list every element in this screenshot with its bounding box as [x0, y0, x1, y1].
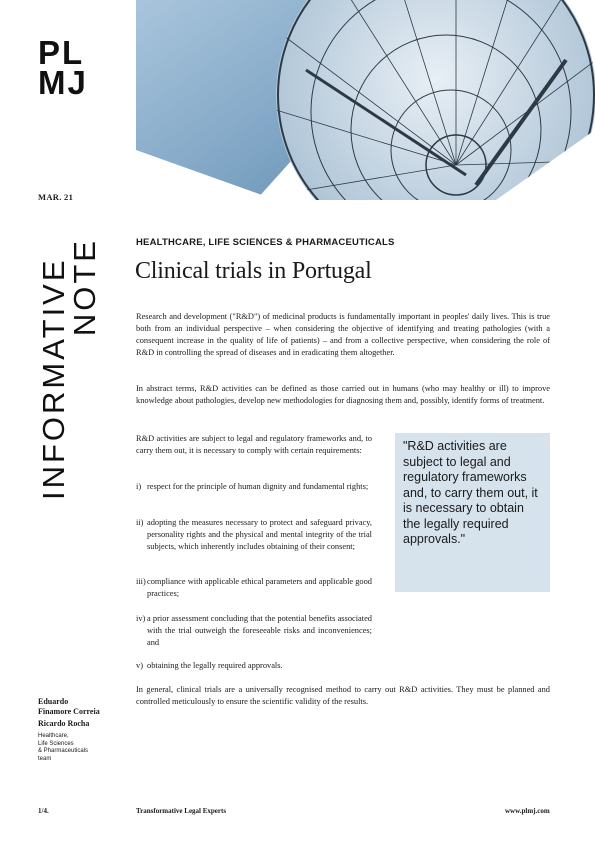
list-item-number: v) — [136, 661, 143, 670]
vertical-title-line-2: NOTE — [67, 238, 102, 337]
list-item-number: iv) — [136, 614, 146, 623]
issue-date: MAR. 21 — [38, 192, 74, 202]
list-item-number: i) — [136, 482, 142, 491]
vertical-title-line-1: INFORMATIVE — [36, 257, 71, 500]
author-name — [38, 697, 100, 717]
website-link[interactable]: www.plmj.com — [505, 807, 550, 815]
section-label: HEALTHCARE, LIFE SCIENCES & PHARMACEUTICALS — [136, 237, 395, 248]
team-label — [38, 733, 118, 763]
page-title: Clinical trials in Portugal — [135, 258, 372, 284]
team-line: Life Sciences — [38, 740, 74, 747]
logo-line-1: PL — [38, 34, 85, 71]
list-item-text: respect for the principle of human dignity and fundamental rights; — [147, 482, 369, 491]
intro-paragraph: Research and development ("R&D") of medicinal products is fundamentally important in peoples' daily lives. This is true both from an individual perspective – when considering the objective of identifying and treating pathologies (with a consequent increase in the quality of life of patients) – and from a collective perspective, when considering the role of R&D in controlling the spread of diseases and in eradicating them altogether. — [136, 312, 550, 357]
list-item-text: a prior assessment concluding that the potential benefits associated with the trial outweigh the foreseeable risks and inconveniences; and — [147, 614, 372, 647]
list-item — [136, 517, 372, 553]
list-item — [136, 613, 372, 649]
list-item-text: compliance with applicable ethical parameters and applicable good practices; — [147, 577, 372, 598]
team-line: & Pharmaceuticals — [38, 748, 89, 754]
list-item — [136, 576, 372, 600]
informative-note-title — [38, 238, 102, 500]
conclusion-paragraph: In general, clinical trials are a universally recognised method to carry out R&D activities. They must be planned and controlled meticulously to ensure the scientific validity of the results. — [136, 685, 550, 706]
list-item-text: adopting the measures necessary to protect and safeguard privacy, personality rights and the physical and mental integrity of the trial subjects, which inherently includes obtaining of their consent; — [147, 518, 372, 551]
abstract-paragraph: In abstract terms, R&D activities can be defined as those carried out in humans (who may healthy or ill) to improve knowledge about pathologies, develop new methodologies for diagnosing them and, possibly, identify forms of treatment. — [136, 384, 550, 405]
radar-dish-illustration — [136, 0, 595, 200]
list-item-number: iii) — [136, 577, 146, 586]
team-line: Healthcare, — [38, 733, 69, 739]
page-number: 1/4. — [38, 807, 49, 815]
list-item-text: obtaining the legally required approvals. — [147, 661, 283, 670]
requirements-intro: R&D activities are subject to legal and regulatory frameworks and, to carry them out, it is necessary to comply with certain requirements: — [136, 434, 372, 455]
plmj-logo — [38, 34, 100, 101]
list-item — [136, 481, 372, 493]
author-name: Ricardo Rocha — [38, 719, 90, 728]
footer-tagline: Transformative Legal Experts — [136, 807, 227, 815]
hero-image — [136, 0, 595, 200]
team-line: team — [38, 755, 52, 762]
logo-line-2: MJ — [38, 64, 88, 101]
list-item-number: ii) — [136, 518, 144, 527]
pull-quote: "R&D activities are subject to legal and regulatory frameworks and, to carry them out, it is necessary to obtain the legally required approvals." — [395, 433, 550, 592]
author-name-line: Finamore Correia — [38, 707, 100, 716]
list-item — [136, 660, 372, 672]
author-name-line: Eduardo — [38, 697, 69, 706]
